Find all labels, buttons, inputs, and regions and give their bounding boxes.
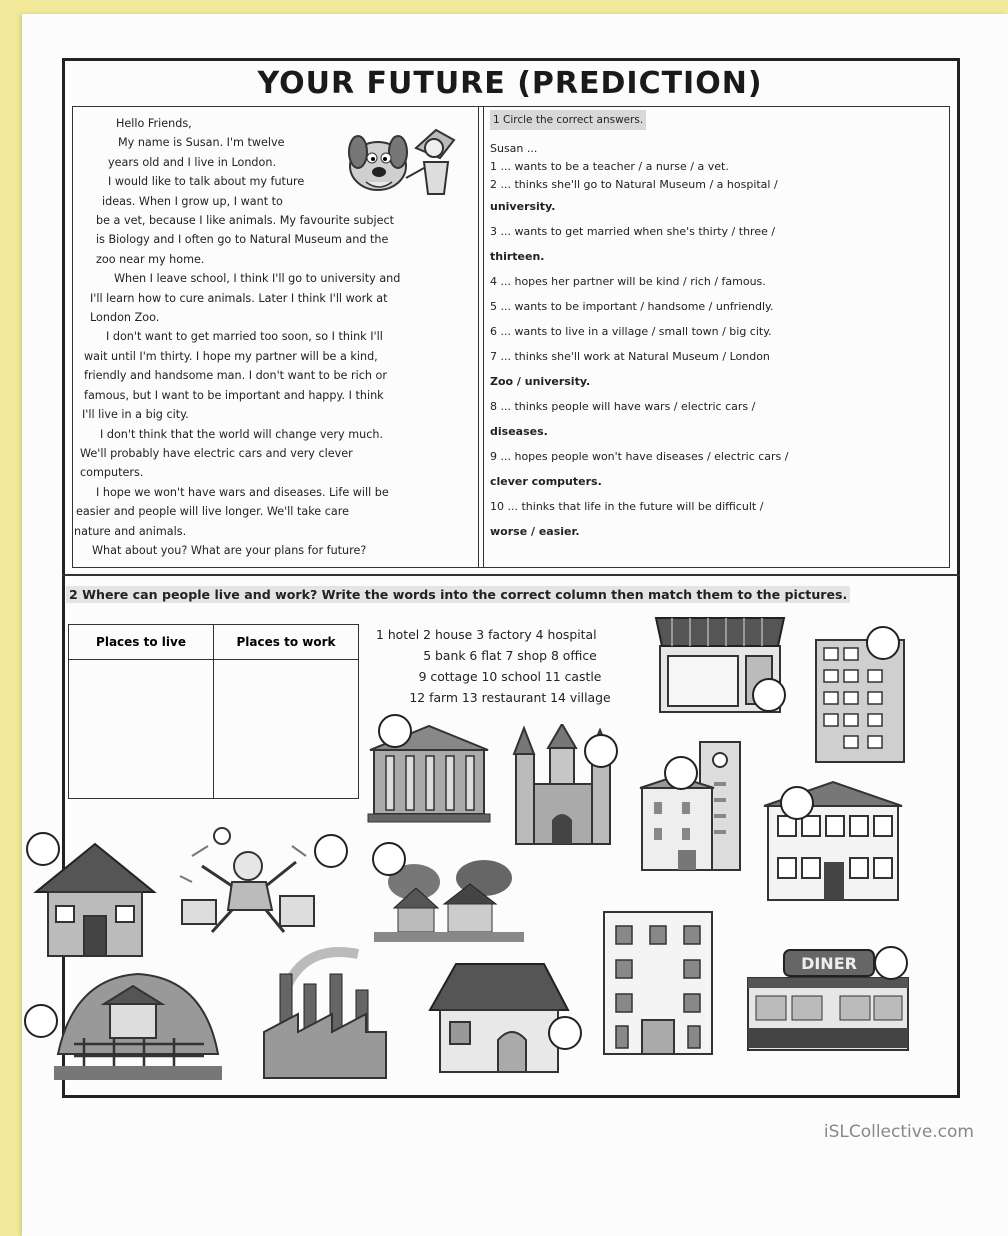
section-divider xyxy=(62,574,960,576)
question-line: thirteen. xyxy=(490,250,545,263)
question-line: university. xyxy=(490,200,556,213)
dog-cartoon-illustration xyxy=(336,118,462,200)
answer-circle[interactable] xyxy=(378,714,412,748)
letter-line: I would like to talk about my future xyxy=(108,175,305,189)
answer-circle[interactable] xyxy=(752,678,786,712)
exercise-1-heading: 1 Circle the correct answers. xyxy=(490,110,646,130)
letter-line: years old and I live in London. xyxy=(108,155,277,169)
letter-line: London Zoo. xyxy=(90,311,160,325)
letter-line: is Biology and I often go to Natural Museum and the xyxy=(96,233,389,247)
answer-circle[interactable] xyxy=(584,734,618,768)
question-line: 6 ... wants to live in a village / small town / big city. xyxy=(490,325,772,338)
question-line: 9 ... hopes people won't have diseases / electric cars / xyxy=(490,450,789,463)
answer-circle[interactable] xyxy=(664,756,698,790)
letter-line: I'll learn how to cure animals. Later I think I'll work at xyxy=(90,291,388,305)
word-bank-row: 1 hotel 2 house 3 factory 4 hospital xyxy=(376,627,597,642)
letter-line: computers. xyxy=(80,466,144,480)
word-bank-row: 5 bank 6 flat 7 shop 8 office xyxy=(423,648,597,663)
letter-line: What about you? What are your plans for future? xyxy=(92,543,367,557)
question-line: Zoo / university. xyxy=(490,375,591,388)
places-table xyxy=(68,624,359,799)
letter-line: Hello Friends, xyxy=(116,117,192,130)
letter-line: wait until I'm thirty. I hope my partner will be a kind, xyxy=(84,349,378,363)
letter-line: be a vet, because I like animals. My favourite subject xyxy=(96,214,395,228)
question-line: 7 ... thinks she'll work at Natural Museum / London xyxy=(490,350,770,363)
col-places-to-live: Places to live xyxy=(69,625,214,660)
letter-line: nature and animals. xyxy=(74,524,187,538)
answer-circle[interactable] xyxy=(874,946,908,980)
column-divider xyxy=(478,106,484,568)
question-line: worse / easier. xyxy=(490,525,580,538)
letter-line: When I leave school, I think I'll go to university and xyxy=(114,272,401,286)
word-bank-row: 12 farm 13 restaurant 14 village xyxy=(409,690,611,705)
footer-watermark: iSLCollective.com xyxy=(823,1122,974,1142)
exercise-2-heading: 2 Where can people live and work? Write the words into the correct column then match them to the pictures. xyxy=(66,586,850,603)
answer-cell-live[interactable] xyxy=(69,660,214,799)
farm-picture xyxy=(54,958,222,1082)
answer-circle[interactable] xyxy=(314,834,348,868)
diner-sign-text: DINER xyxy=(801,954,857,973)
col-places-to-work: Places to work xyxy=(214,625,359,660)
answer-circle[interactable] xyxy=(24,1004,58,1038)
letter-line: We'll probably have electric cars and very clever xyxy=(80,446,353,460)
letter-line: My name is Susan. I'm twelve xyxy=(118,136,285,150)
letter-line: easier and people will live longer. We'll take care xyxy=(76,505,349,519)
answer-circle[interactable] xyxy=(372,842,406,876)
house-picture xyxy=(426,958,572,1076)
page-title: YOUR FUTURE (PREDICTION) xyxy=(257,66,763,101)
question-line: 5 ... wants to be important / handsome / unfriendly. xyxy=(490,300,774,313)
letter-line: I'll live in a big city. xyxy=(82,408,189,422)
answer-circle[interactable] xyxy=(548,1016,582,1050)
question-line: 4 ... hopes her partner will be kind / rich / famous. xyxy=(490,275,766,288)
question-line: 3 ... wants to get married when she's thirty / three / xyxy=(490,225,776,238)
hospital-picture xyxy=(638,736,752,872)
factory-picture xyxy=(258,944,392,1082)
letter-line: friendly and handsome man. I don't want to be rich or xyxy=(84,369,387,383)
letter-line: zoo near my home. xyxy=(96,252,205,266)
exercise-1 xyxy=(490,110,942,544)
hotel-picture xyxy=(600,908,716,1058)
answer-circle[interactable] xyxy=(866,626,900,660)
question-line: 8 ... thinks people will have wars / electric cars / xyxy=(490,400,756,413)
question-line: 1 ... wants to be a teacher / a nurse / a vet. xyxy=(490,160,729,173)
answer-cell-work[interactable] xyxy=(214,660,359,799)
letter-line: I hope we won't have wars and diseases. Life will be xyxy=(96,485,389,499)
question-line: 2 ... thinks she'll go to Natural Museum / a hospital / xyxy=(490,178,778,191)
question-line: 10 ... thinks that life in the future will be difficult / xyxy=(490,500,764,513)
exercise-1-subject: Susan ... xyxy=(490,142,538,155)
letter-line: ideas. When I grow up, I want to xyxy=(102,194,283,208)
letter-line: I don't want to get married too soon, so I think I'll xyxy=(106,330,383,344)
answer-circle[interactable] xyxy=(26,832,60,866)
word-bank-row: 9 cottage 10 school 11 castle xyxy=(418,669,602,684)
office-worker-picture xyxy=(172,826,322,940)
letter-line: famous, but I want to be important and happy. I think xyxy=(84,388,384,402)
question-line: clever computers. xyxy=(490,475,602,488)
word-bank xyxy=(376,624,644,708)
letter-line: I don't think that the world will change very much. xyxy=(100,427,383,441)
question-line: diseases. xyxy=(490,425,548,438)
answer-circle[interactable] xyxy=(780,786,814,820)
